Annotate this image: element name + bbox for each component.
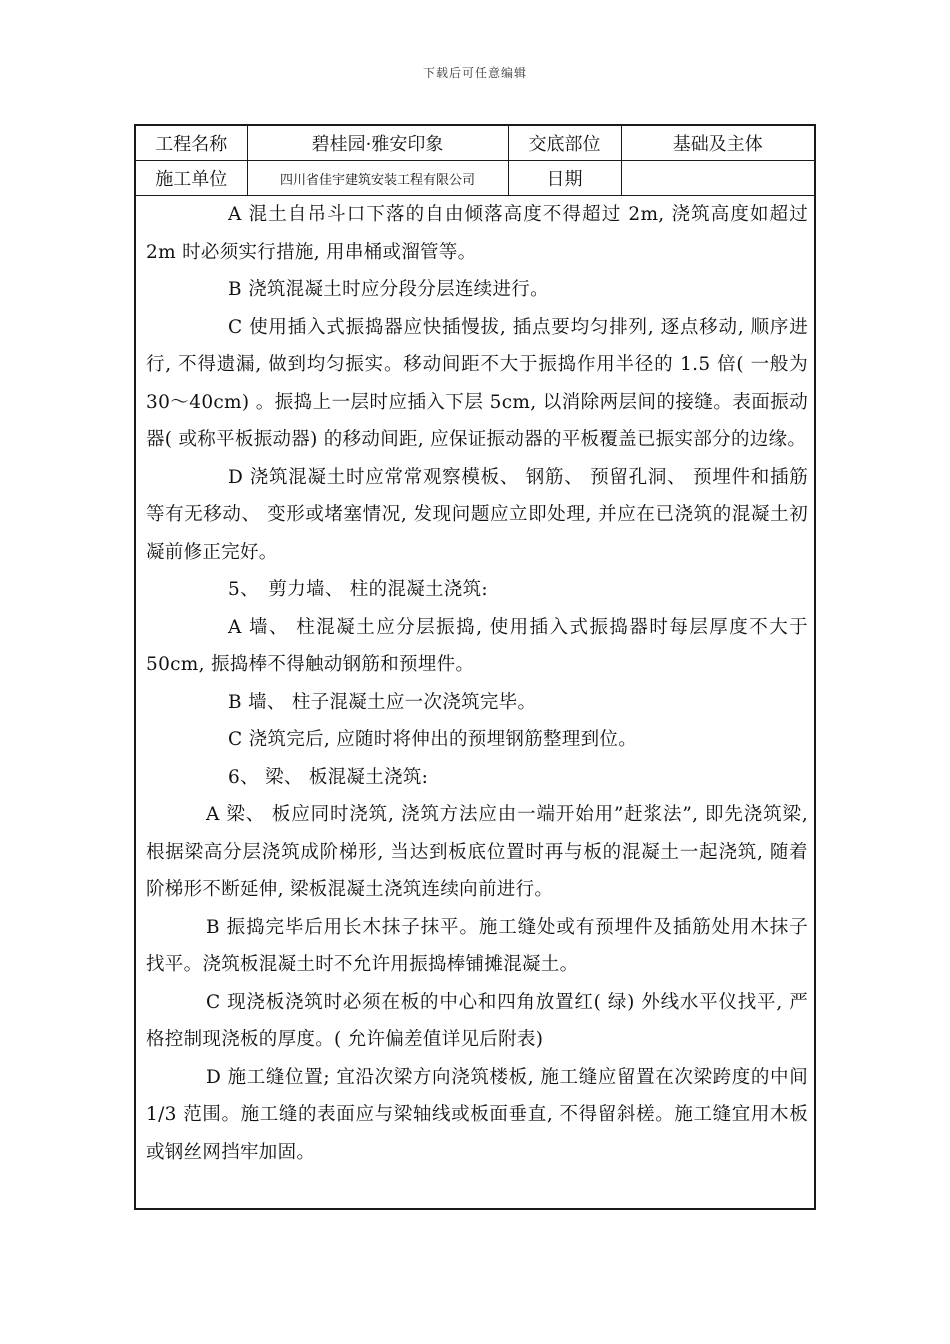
document-body <box>146 196 808 1171</box>
paragraph-5c: C 浇筑完后, 应随时将伸出的预埋钢筋整理到位。 <box>228 729 637 750</box>
section-6-heading: 6、 梁、 板混凝土浇筑: <box>228 766 429 788</box>
section-5-heading: 5、 剪力墙、 柱的混凝土浇筑: <box>228 579 488 600</box>
project-name-label: 工程名称 <box>136 126 247 161</box>
paragraph-a-pour-height: A 混土自吊斗口下落的自由倾落高度不得超过 2m, 浇筑高度如超过 2m 时必须实行措施, 用串桶或溜管等。 <box>146 204 808 263</box>
document-frame <box>134 124 816 1210</box>
contractor-value: 四川省佳宇建筑安装工程有限公司 <box>247 161 508 196</box>
date-value <box>621 161 814 196</box>
contractor-label: 施工单位 <box>136 161 247 196</box>
paragraph-6c: C 现浇板浇筑时必须在板的中心和四角放置红( 绿) 外线水平仪找平, 严格控制现浇板的厚度。( 允许偏差值详见后附表) <box>146 991 808 1050</box>
date-label: 日期 <box>508 161 621 196</box>
paragraph-6a: A 梁、 板应同时浇筑, 浇筑方法应由一端开始用”赶浆法”, 即先浇筑梁, 根据梁高分层浇筑成阶梯形, 当达到板底位置时再与板的混凝土一起浇筑, 随着阶梯形不断延伸, 梁板混凝土浇筑连续向前进行。 <box>146 804 808 900</box>
header-table <box>136 126 814 196</box>
paragraph-d-observation: D 浇筑混凝土时应常常观察模板、 钢筋、 预留孔洞、 预埋件和插筋等有无移动、 变形或堵塞情况, 发现问题应立即处理, 并应在已浇筑的混凝土初凝前修正完好。 <box>146 466 808 563</box>
paragraph-c-vibrator: C 使用插入式振捣器应快插慢拔, 插点要均匀排列, 逐点移动, 顺序进行, 不得遗漏, 做到均匀振实。移动间距不大于振捣作用半径的 1.5 倍( 一般为 30～40cm) 。振捣上一层时应插入下层 5cm, 以消除两层间的接缝。表面振动器( 或称平板振动器) 的移动间距, 应保证振动器的平板覆盖已振实部分的边缘。 <box>146 316 808 450</box>
handover-part-label: 交底部位 <box>508 126 621 161</box>
paragraph-6d: D 施工缝位置; 宜沿次梁方向浇筑楼板, 施工缝应留置在次梁跨度的中间 1/3 范围。施工缝的表面应与梁轴线或板面垂直, 不得留斜槎。施工缝宜用木板或钢丝网挡牢加固。 <box>146 1066 808 1163</box>
handover-part-value: 基础及主体 <box>621 126 814 161</box>
header-row-project <box>136 126 814 161</box>
header-row-contractor <box>136 161 814 196</box>
paragraph-5a: A 墙、 柱混凝土应分层振捣, 使用插入式振捣器时每层厚度不大于 50cm, 振捣棒不得触动钢筋和预埋件。 <box>146 616 808 675</box>
paragraph-6b: B 振捣完毕后用长木抹子抹平。施工缝处或有预埋件及插筋处用木抹子找平。浇筑板混凝土时不允许用振捣棒铺摊混凝土。 <box>146 916 808 975</box>
paragraph-b-layered-pour: B 浇筑混凝土时应分段分层连续进行。 <box>228 279 549 300</box>
project-name-value: 碧桂园·雅安印象 <box>247 126 508 161</box>
paragraph-5b: B 墙、 柱子混凝土应一次浇筑完毕。 <box>228 691 537 713</box>
download-note: 下载后可任意编辑 <box>422 66 527 80</box>
